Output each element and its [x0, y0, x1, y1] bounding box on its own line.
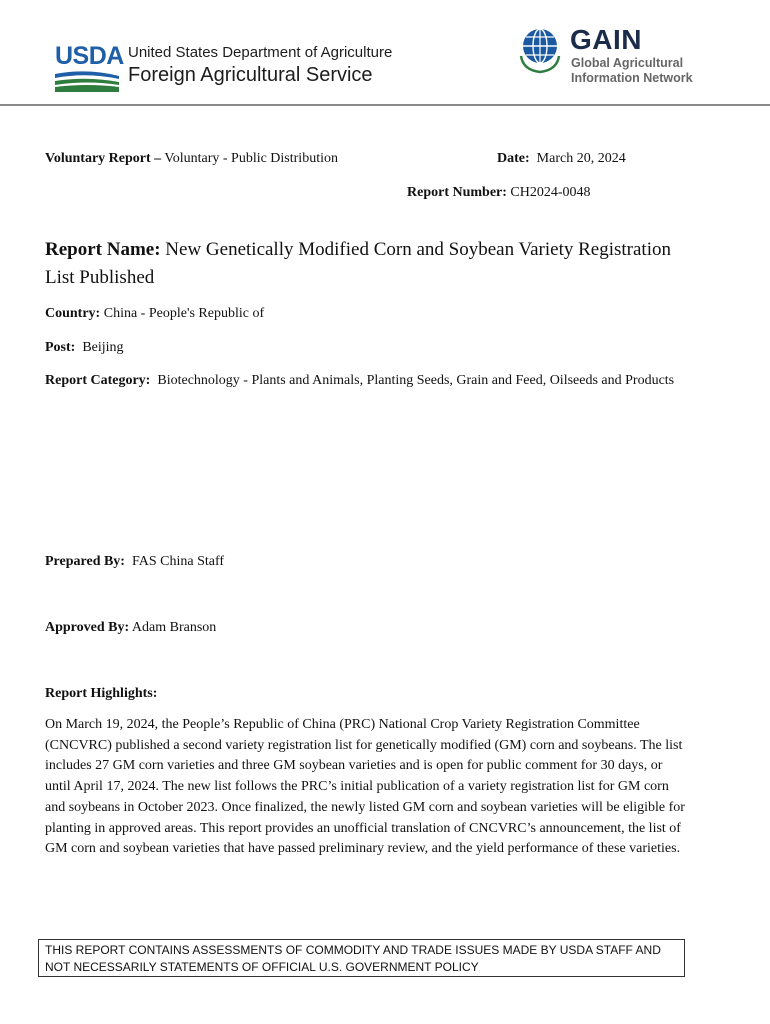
post-label: Post:: [45, 340, 76, 355]
report-type-value: Voluntary - Public Distribution: [164, 151, 338, 166]
report-number: [407, 185, 591, 201]
highlights-body: On March 19, 2024, the People’s Republic of China (PRC) National Crop Variety Registration Committee (CNCVRC) published a second variety registration list for genetically modified (GM) corn and soybeans. The list includes 27 GM corn varieties and three GM soybean varieties and is open for public comment for 30 days, or until April 17, 2024. The new list follows the PRC’s initial publication of a variety registration list for GM corn and soybeans in October 2023. Once finalized, the newly listed GM corn and soybean varieties will be eligible for planting in approved areas. This report provides an unofficial translation of CNCVRC’s announcement, the list of GM corn and soybean varieties that have passed preliminary review, and the yield performance of these varieties.: [45, 717, 685, 857]
header-divider: [0, 104, 770, 106]
highlights-heading: [45, 684, 157, 704]
post-field: [45, 338, 124, 358]
prepared-by-value: FAS China Staff: [131, 554, 225, 569]
gain-subtitle-line1: Global Agricultural: [571, 56, 684, 70]
gain-title: GAIN: [570, 24, 642, 55]
agency-name: Foreign Agricultural Service: [128, 64, 373, 86]
report-date-value: March 20, 2024: [536, 151, 626, 166]
country-value: China - People's Republic of: [103, 306, 265, 321]
report-name-value: New Genetically Modified Corn and Soybean Variety Registration List Published: [45, 239, 671, 288]
globe-icon: [517, 26, 563, 74]
prepared-by-field: [45, 552, 224, 572]
approved-by-value: Adam Branson: [131, 620, 217, 635]
country-field: [45, 304, 264, 324]
category-field: [45, 371, 685, 391]
department-name: United States Department of Agriculture: [128, 44, 393, 61]
category-value: Biotechnology - Plants and Animals, Planting Seeds, Grain and Feed, Oilseeds and Products: [157, 373, 675, 388]
report-type-label: Voluntary Report –: [45, 151, 162, 166]
usda-landscape-icon: [55, 70, 119, 92]
report-date-label: Date:: [497, 151, 530, 166]
document-header: [0, 0, 770, 104]
approved-by-field: [45, 618, 216, 638]
report-date: [497, 151, 626, 167]
policy-disclaimer: THIS REPORT CONTAINS ASSESSMENTS OF COMMODITY AND TRADE ISSUES MADE BY USDA STAFF AND NOT NECESSARILY STATEMENTS OF OFFICIAL U.S. GOVERNMENT POLICY: [38, 939, 685, 977]
approved-by-label: Approved By:: [45, 620, 130, 635]
report-number-value: CH2024-0048: [510, 185, 591, 200]
report-type: [45, 151, 338, 167]
post-value: Beijing: [82, 340, 124, 355]
report-name: [45, 236, 705, 292]
category-label: Report Category:: [45, 373, 151, 388]
gain-subtitle-line2: Information Network: [571, 71, 693, 85]
highlights-label: Report Highlights:: [45, 686, 158, 701]
prepared-by-label: Prepared By:: [45, 554, 125, 569]
usda-logo-text: USDA: [55, 42, 124, 70]
usda-logo: [55, 44, 124, 69]
report-name-label: Report Name:: [45, 239, 161, 260]
country-label: Country:: [45, 306, 101, 321]
report-number-label: Report Number:: [407, 185, 507, 200]
